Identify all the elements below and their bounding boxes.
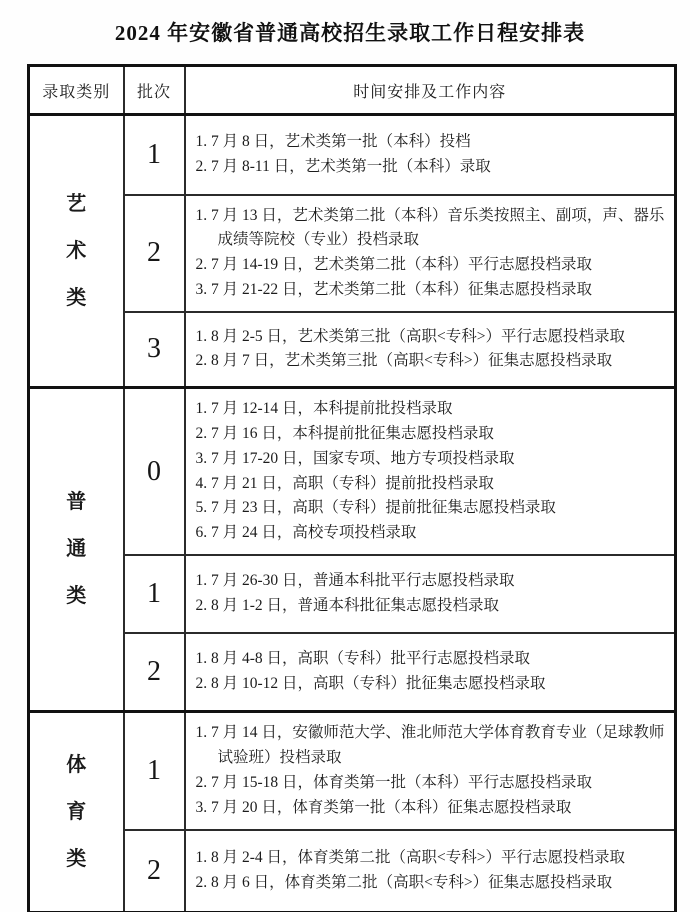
schedule-item: 3. 7 月 21-22 日，艺术类第二批（本科）征集志愿投档录取 — [195, 280, 593, 298]
category-label: 体育类 — [66, 753, 87, 870]
schedule-item: 1. 8 月 2-5 日，艺术类第三批（高职<专科>）平行志愿投档录取 — [195, 327, 626, 345]
schedule-item: 1. 8 月 2-4 日，体育类第二批（高职<专科>）平行志愿投档录取 — [195, 849, 626, 867]
table-row — [29, 388, 676, 555]
batch-number: 2 — [124, 830, 185, 912]
schedule-item: 3. 7 月 17-20 日，国家专项、地方专项投档录取 — [195, 449, 515, 467]
col-header-batch: 批次 — [124, 66, 185, 115]
schedule-item: 5. 7 月 23 日，高职（专科）提前批征集志愿投档录取 — [195, 499, 556, 517]
table-row — [29, 712, 676, 830]
schedule-item: 2. 7 月 16 日，本科提前批征集志愿投档录取 — [195, 424, 494, 442]
schedule-item: 1. 7 月 26-30 日，普通本科批平行志愿投档录取 — [195, 572, 515, 590]
batch-number: 2 — [124, 633, 185, 712]
schedule-cell — [185, 115, 676, 195]
category-cell-sports — [29, 712, 124, 912]
schedule-item: 2. 7 月 15-18 日，体育类第一批（本科）平行志愿投档录取 — [195, 774, 593, 792]
schedule-item: 3. 7 月 20 日，体育类第一批（本科）征集志愿投档录取 — [195, 798, 572, 816]
schedule-item: 1. 8 月 4-8 日，高职（专科）批平行志愿投档录取 — [195, 650, 531, 668]
batch-number: 1 — [124, 115, 185, 195]
batch-number: 0 — [124, 388, 185, 555]
schedule-item: 1. 7 月 8 日，艺术类第一批（本科）投档 — [195, 132, 471, 150]
schedule-item: 2. 8 月 7 日，艺术类第三批（高职<专科>）征集志愿投档录取 — [195, 352, 613, 370]
table-row — [29, 633, 676, 712]
table-row — [29, 195, 676, 312]
table-row — [29, 830, 676, 912]
table-header-row — [29, 66, 676, 115]
batch-number: 1 — [124, 712, 185, 830]
schedule-table — [27, 64, 677, 912]
schedule-cell — [185, 388, 676, 555]
table-row — [29, 115, 676, 195]
schedule-cell — [185, 195, 676, 312]
category-cell-art — [29, 115, 124, 388]
schedule-item: 2. 7 月 14-19 日，艺术类第二批（本科）平行志愿投档录取 — [195, 256, 593, 274]
batch-number: 1 — [124, 555, 185, 633]
schedule-item: 1. 7 月 13 日，艺术类第二批（本科）音乐类按照主、副项，声、器乐成绩等院校（专业）投档录取 — [195, 206, 665, 249]
schedule-cell — [185, 830, 676, 912]
schedule-item: 2. 7 月 8-11 日，艺术类第一批（本科）录取 — [195, 157, 491, 175]
col-header-content: 时间安排及工作内容 — [185, 66, 676, 115]
batch-number: 2 — [124, 195, 185, 312]
category-label: 艺术类 — [66, 192, 87, 309]
schedule-item: 2. 8 月 1-2 日，普通本科批征集志愿投档录取 — [195, 596, 500, 614]
schedule-cell — [185, 633, 676, 712]
col-header-category: 录取类别 — [29, 66, 124, 115]
table-row — [29, 555, 676, 633]
schedule-item: 4. 7 月 21 日，高职（专科）提前批投档录取 — [195, 474, 494, 492]
schedule-cell — [185, 312, 676, 388]
category-label: 普通类 — [66, 491, 87, 608]
schedule-item: 6. 7 月 24 日，高校专项投档录取 — [195, 524, 417, 542]
category-cell-general — [29, 388, 124, 712]
schedule-cell — [185, 712, 676, 830]
schedule-item: 1. 7 月 14 日，安徽师范大学、淮北师范大学体育教育专业（足球教师试验班）投档录取 — [195, 724, 665, 767]
schedule-item: 2. 8 月 6 日，体育类第二批（高职<专科>）征集志愿投档录取 — [195, 873, 613, 891]
schedule-item: 2. 8 月 10-12 日，高职（专科）批征集志愿投档录取 — [195, 675, 546, 693]
schedule-cell — [185, 555, 676, 633]
table-row — [29, 312, 676, 388]
batch-number: 3 — [124, 312, 185, 388]
schedule-item: 1. 7 月 12-14 日，本科提前批投档录取 — [195, 400, 453, 418]
page-title: 2024 年安徽省普通高校招生录取工作日程安排表 — [114, 21, 586, 45]
